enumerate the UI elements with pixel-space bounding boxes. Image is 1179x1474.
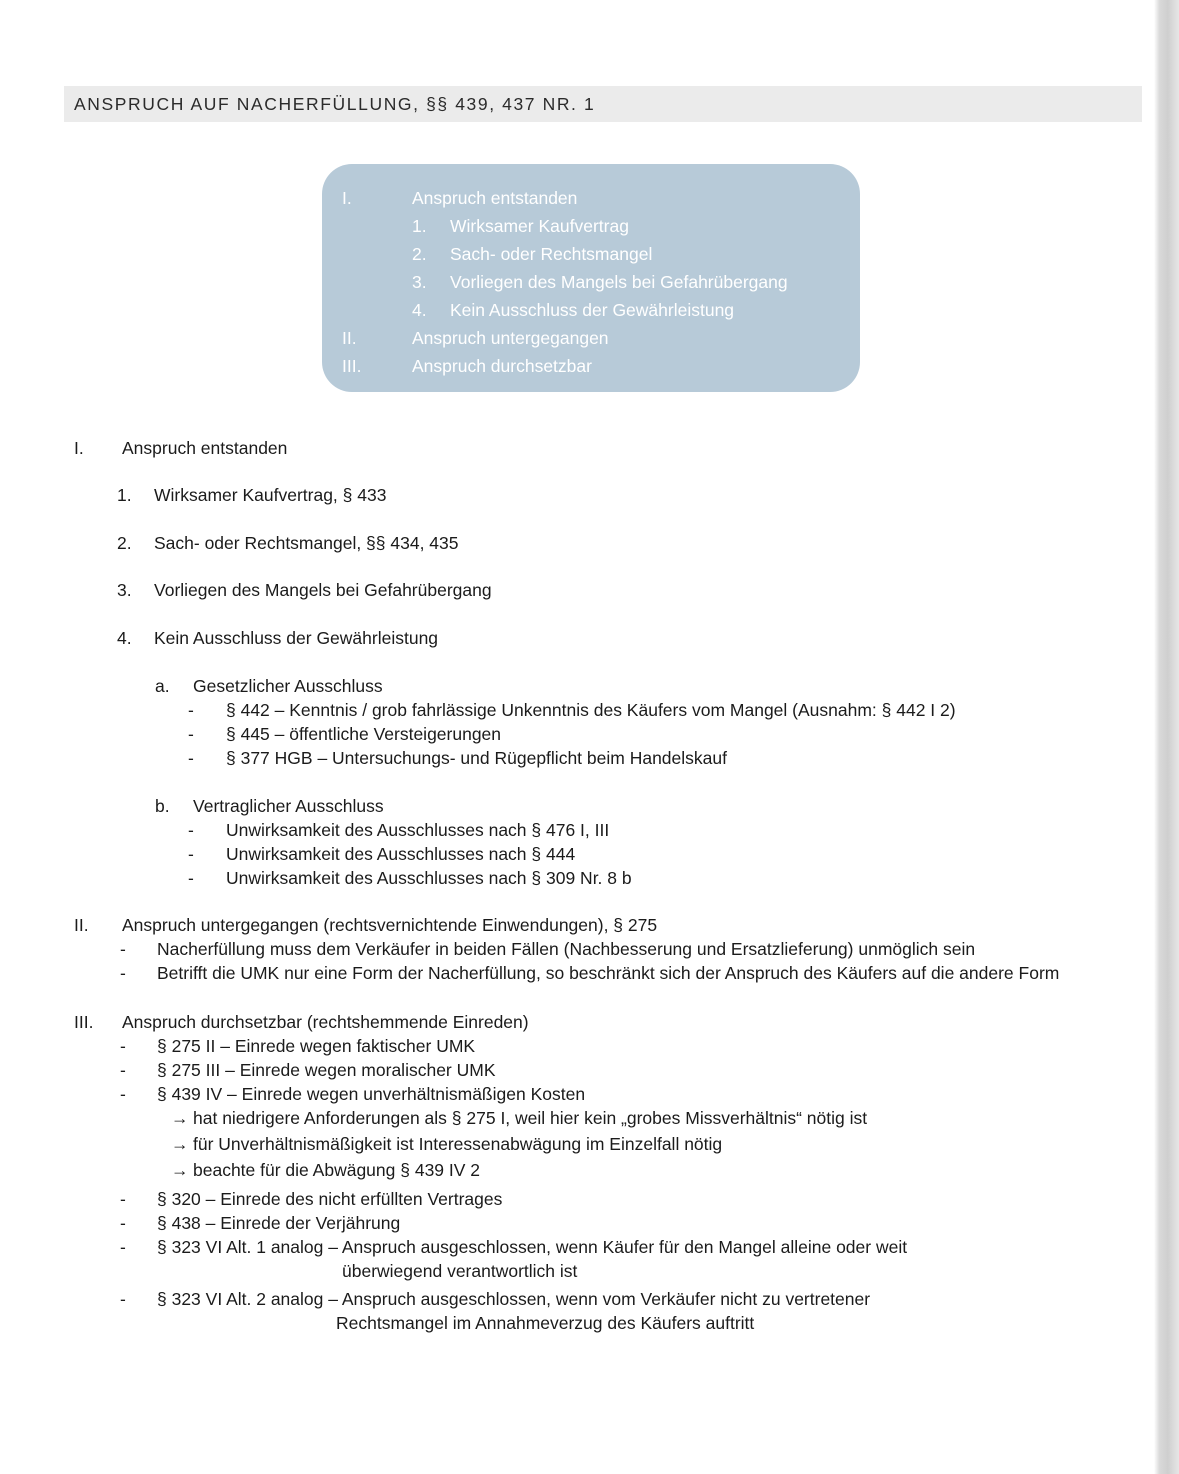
outline-item-label: Sach- oder Rechtsmangel, §§ 434, 435: [154, 533, 459, 553]
outline-item-marker: -: [188, 700, 194, 720]
outline-item-label: Anspruch durchsetzbar (rechtshemmende Einreden): [122, 1012, 529, 1032]
outline-item-label: Anspruch untergegangen (rechtsvernichtende Einwendungen), § 275: [122, 915, 658, 935]
outline-item-label: Vertraglicher Ausschluss: [193, 796, 384, 816]
outline-item-label: hat niedrigere Anforderungen als § 275 I, weil hier kein „grobes Missverhältnis“ nötig ist: [193, 1108, 868, 1128]
outline-item-label: § 438 – Einrede der Verjährung: [157, 1213, 401, 1233]
outline-item-marker: -: [188, 748, 194, 768]
outline-item-marker: -: [120, 1289, 126, 1309]
document-heading-band: [64, 86, 1142, 122]
outline-item-marker: -: [188, 724, 194, 744]
outline-item-label: Wirksamer Kaufvertrag, § 433: [154, 485, 387, 505]
outline-item-label: für Unverhältnismäßigkeit ist Interessenabwägung im Einzelfall nötig: [193, 1134, 723, 1154]
outline-item-marker: -: [120, 1084, 126, 1104]
summary-row-label: Anspruch durchsetzbar: [412, 356, 592, 376]
outline-item-marker: -: [120, 939, 126, 959]
summary-row-marker: 2.: [412, 244, 427, 264]
summary-row-marker: 4.: [412, 300, 427, 320]
summary-row-marker: III.: [342, 356, 362, 376]
outline-item-label: Betrifft die UMK nur eine Form der Nacherfüllung, so beschränkt sich der Anspruch des Käufers auf die andere Form: [157, 963, 1060, 983]
summary-row-label: Wirksamer Kaufvertrag: [450, 216, 629, 236]
outline-item-marker: -: [188, 820, 194, 840]
summary-row-label: Vorliegen des Mangels bei Gefahrübergang: [450, 272, 788, 292]
outline-item-marker: -: [188, 844, 194, 864]
summary-row-marker: 3.: [412, 272, 427, 292]
outline-item-label: § 275 III – Einrede wegen moralischer UMK: [157, 1060, 496, 1080]
outline-item-label: überwiegend verantwortlich ist: [342, 1261, 578, 1281]
arrow-right-icon: →: [171, 1108, 189, 1128]
outline-item-label: § 377 HGB – Untersuchungs- und Rügepflicht beim Handelskauf: [226, 748, 727, 768]
outline-item-marker: 2.: [117, 533, 132, 553]
summary-row-label: Kein Ausschluss der Gewährleistung: [450, 300, 735, 320]
page-edge-right: [1154, 0, 1179, 1474]
outline-item-marker: -: [120, 1237, 126, 1257]
outline-item-label: Unwirksamkeit des Ausschlusses nach § 476 I, III: [226, 820, 610, 840]
summary-row-label: Anspruch entstanden: [412, 188, 578, 208]
outline-item-marker: b.: [155, 796, 170, 816]
outline-item-marker: -: [120, 1213, 126, 1233]
outline-item-marker: -: [188, 868, 194, 888]
outline-item-marker: 4.: [117, 628, 132, 648]
summary-row-label: Anspruch untergegangen: [412, 328, 609, 348]
summary-row-marker: II.: [342, 328, 357, 348]
outline-item-marker: a.: [155, 676, 170, 696]
outline-item-label: § 445 – öffentliche Versteigerungen: [226, 724, 502, 744]
outline-item-marker: -: [120, 963, 126, 983]
outline-item-label: Nacherfüllung muss dem Verkäufer in beiden Fällen (Nachbesserung und Ersatzlieferung) unmöglich sein: [157, 939, 976, 959]
outline-item-label: § 439 IV – Einrede wegen unverhältnismäßigen Kosten: [157, 1084, 586, 1104]
outline-item-label: Rechtsmangel im Annahmeverzug des Käufers auftritt: [336, 1313, 755, 1333]
outline-item-label: Unwirksamkeit des Ausschlusses nach § 444: [226, 844, 576, 864]
outline-item-label: Gesetzlicher Ausschluss: [193, 676, 383, 696]
outline-item-label: Anspruch entstanden: [122, 438, 288, 458]
outline-item-marker: II.: [74, 915, 89, 935]
outline-item-label: § 323 VI Alt. 1 analog – Anspruch ausgeschlossen, wenn Käufer für den Mangel alleine oder weit: [157, 1237, 908, 1257]
outline-item-label: Unwirksamkeit des Ausschlusses nach § 309 Nr. 8 b: [226, 868, 632, 888]
arrow-right-icon: →: [171, 1134, 189, 1154]
outline-item-label: § 275 II – Einrede wegen faktischer UMK: [157, 1036, 476, 1056]
outline-item-label: Vorliegen des Mangels bei Gefahrübergang: [154, 580, 492, 600]
summary-row-label: Sach- oder Rechtsmangel: [450, 244, 653, 264]
outline-item-label: § 323 VI Alt. 2 analog – Anspruch ausgeschlossen, wenn vom Verkäufer nicht zu vertretener: [157, 1289, 871, 1309]
outline-item-label: beachte für die Abwägung § 439 IV 2: [193, 1160, 481, 1180]
arrow-right-icon: →: [171, 1160, 189, 1180]
outline-item-marker: I.: [74, 438, 84, 458]
summary-row-marker: 1.: [412, 216, 427, 236]
outline-item-marker: 3.: [117, 580, 132, 600]
summary-card: [322, 164, 860, 392]
outline-item-label: § 442 – Kenntnis / grob fahrlässige Unkenntnis des Käufers vom Mangel (Ausnahm: § 442 I 2): [226, 700, 956, 720]
outline-item-marker: III.: [74, 1012, 94, 1032]
outline-item-marker: 1.: [117, 485, 132, 505]
outline-item-label: § 320 – Einrede des nicht erfüllten Vertrages: [157, 1189, 503, 1209]
outline-item-label: Kein Ausschluss der Gewährleistung: [154, 628, 439, 648]
outline-item-marker: -: [120, 1036, 126, 1056]
page-title: ANSPRUCH AUF NACHERFÜLLUNG, §§ 439, 437 NR. 1: [74, 94, 596, 114]
outline-item-marker: -: [120, 1060, 126, 1080]
outline-item-marker: -: [120, 1189, 126, 1209]
summary-row-marker: I.: [342, 188, 352, 208]
